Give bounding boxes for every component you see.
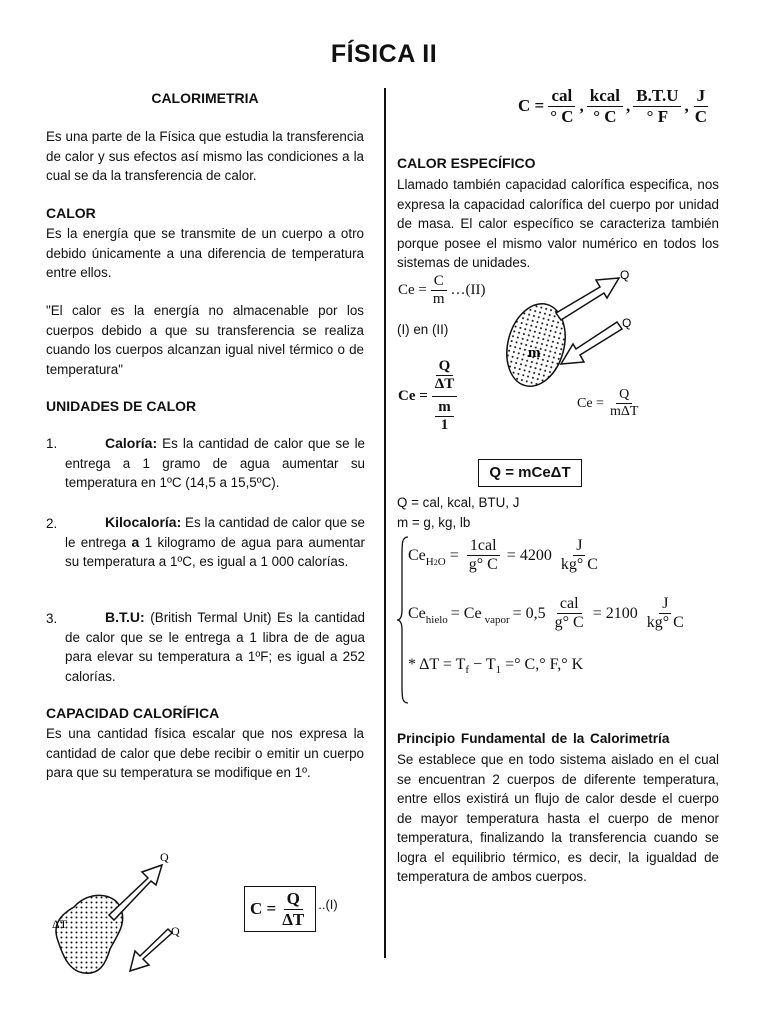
fig-delta-t: ΔT — [52, 917, 68, 931]
fig-q-bottom: Q — [171, 924, 180, 938]
l1-sub: H — [425, 555, 434, 568]
ce3-den: mΔT — [609, 404, 639, 420]
i-en-ii-label: (I) en (II) — [397, 322, 449, 337]
formula-lhs: C = — [250, 899, 277, 918]
l2-mid2: = 2100 — [592, 604, 638, 622]
l3-sub-i: 1 — [495, 664, 502, 677]
l3-minus: − T — [469, 656, 496, 673]
unit-item-caloria — [65, 434, 365, 493]
l2-f1den: g° C — [554, 614, 584, 632]
calor-text: Es la energía que se transmite de un cuerpo a otro debido únicamente a una diferencia de temperatura entre ellos. — [46, 226, 364, 280]
capacidad-heading: CAPACIDAD CALORÍFICA — [46, 705, 220, 721]
unit-frac-den: C — [694, 106, 708, 126]
units-sep: , — [684, 96, 689, 116]
l1-f1num: 1cal — [467, 537, 500, 556]
l3-rest: =° C,° F,° K — [501, 656, 584, 673]
unit-item-kilocaloria — [65, 513, 365, 572]
mass-label: m — [528, 345, 541, 361]
units-sep: , — [626, 96, 631, 116]
unit-frac-num: J — [694, 86, 709, 107]
unit-desc: (British Termal Unit) Es la cantidad de calor que se le entrega a 1 libra de de agua para elevar su temperatura a 1ºF; es igual a 252 calorías. — [65, 610, 365, 684]
l2-f1num: cal — [557, 595, 582, 614]
unit-item-btu — [65, 608, 365, 686]
unit-frac-num: cal — [548, 86, 575, 107]
unit-frac-num: kcal — [587, 86, 623, 107]
unit-term: B.T.U: — [105, 609, 145, 625]
unit-frac-den: ° C — [550, 106, 574, 126]
unit-frac-den: ° C — [593, 106, 617, 126]
page-title: FÍSICA II — [330, 40, 438, 68]
l1-lhs: Ce — [408, 546, 426, 564]
formula-tag: ..(I) — [318, 896, 338, 912]
ce-compound-formula — [398, 358, 460, 434]
delta-t-line — [408, 656, 583, 676]
l2-eq: = Ce — [450, 604, 482, 622]
calor-quote: "El calor es la energía no almacenable por los cuerpos debido a que su transferencia se realiza cuando los cuerpos alcanzan igual nivel térmico o de temperatura" — [46, 303, 364, 377]
l1-f2den: kg° C — [560, 556, 598, 574]
arrow-in-icon — [130, 929, 172, 971]
l1-eq: = — [449, 546, 459, 564]
q-units: Q = cal, kcal, BTU, J — [397, 495, 520, 510]
unidades-heading: UNIDADES DE CALOR — [46, 398, 197, 414]
fig-q-bottom: Q — [622, 316, 632, 330]
ce2-top-num: Q — [436, 358, 454, 376]
heat-transfer-figure — [44, 845, 194, 980]
l2-mid: = 0,5 — [512, 604, 546, 622]
ce-lhs: Ce = — [398, 282, 427, 299]
unit-bold-a: a — [131, 533, 140, 550]
l1-sub3: O — [437, 555, 446, 568]
units-lhs: C = — [518, 96, 545, 116]
fig-q-top: Q — [620, 268, 630, 282]
l2-sub: hielo — [425, 613, 448, 626]
l3-prefix: * ΔT = T — [408, 656, 466, 673]
principio-heading: Principio Fundamental de la Calorimetría — [397, 731, 670, 746]
ce2-bot-num: m — [435, 399, 454, 417]
especifico-text: Llamado también capacidad calorífica especifica, nos expresa la capacidad calorífica del cuerpo por unidad de masa. El calor específico se caracteriza también porque posee el mismo valor numérico en todos los sistemas de unidades. — [397, 177, 719, 270]
unit-frac-num: B.T.U — [633, 86, 681, 107]
l1-mid: = 4200 — [506, 546, 552, 564]
capacity-units-line — [518, 86, 713, 126]
l2-sub-b: vapor — [484, 613, 510, 626]
capacidad-formula — [244, 885, 338, 933]
unit-desc: Es la cantidad de calor que se le entrega — [65, 515, 365, 550]
ce-den: m — [432, 291, 445, 308]
unit-term: Caloría: — [105, 435, 158, 451]
l2-f2den: kg° C — [646, 614, 684, 632]
arrow-in-icon — [561, 322, 622, 364]
ce-ice-vapor-line — [408, 595, 690, 633]
unit-desc-cont: 1 kilogramo de agua para aumentar su temperatura a 1ºC, es igual a 1 000 calorías. — [65, 534, 366, 569]
fig-q-top: Q — [160, 850, 169, 864]
principio-text: Se establece que en todo sistema aislado en el cual se encuentran 2 cuerpos de diferente temperatura, entre ellos existirá un flujo de calor desde el cuerpo de mayor temperatura hasta el cuerpo de menor temperatura, finalizando la transferencia cuando se logra el equilibrio térmico, es decir, la igualdad de temperatura de ambos cuerpos. — [397, 752, 719, 884]
l2-lhs: Ce — [408, 604, 426, 622]
arrow-out-icon — [109, 865, 162, 920]
especifico-heading: CALOR ESPECÍFICO — [397, 155, 536, 171]
ce2-top-den: ΔT — [434, 376, 455, 393]
formula-den: ΔT — [282, 909, 305, 929]
l1-f2num: J — [573, 537, 585, 556]
l2-f2num: J — [659, 595, 671, 614]
l3-sub-f: f — [465, 664, 470, 677]
formula-num: Q — [284, 889, 303, 910]
ce-tag: …(II) — [450, 282, 486, 299]
ce-num: C — [431, 273, 447, 291]
arrow-out-icon — [556, 278, 619, 320]
main-formula-box: Q = mCeΔT — [478, 459, 582, 487]
capacidad-text: Es una cantidad física escalar que nos expresa la cantidad de calor que debe recibir o emitir un cuerpo para que su temperatura se modifique en 1º. — [46, 726, 364, 780]
unit-frac-den: ° F — [646, 106, 669, 126]
mass-heat-figure — [504, 265, 654, 395]
unit-number: 3. — [46, 611, 58, 626]
ce3-lhs: Ce = — [577, 395, 604, 411]
ce2-bot-den: 1 — [440, 416, 449, 433]
ce3-num: Q — [616, 387, 632, 404]
m-units: m = g, kg, lb — [397, 515, 471, 530]
ce2-lhs: Ce = — [398, 387, 428, 404]
calorimetria-heading: CALORIMETRIA — [151, 90, 259, 106]
l1-f1den: g° C — [468, 556, 498, 574]
ce-simple-formula — [577, 387, 644, 420]
unit-desc: Es la cantidad de calor que se le entrega a 1 gramo de agua aumentar su temperatura en 1ºC (14,5 a 15,5ºC). — [65, 436, 365, 490]
body-blob — [56, 895, 123, 973]
ce-definition-formula — [398, 273, 486, 309]
unit-term: Kilocaloría: — [105, 514, 182, 530]
calorimetria-text: Es una parte de la Física que estudia la transferencia de calor y sus efectos así mismo las condiciones a la cual se da la transferencia de calor. — [46, 129, 364, 183]
unit-number: 1. — [46, 436, 58, 451]
column-divider — [384, 88, 386, 958]
calor-heading: CALOR — [46, 205, 96, 221]
l1-sub2: 2 — [433, 557, 438, 567]
units-sep: , — [579, 96, 584, 116]
unit-number: 2. — [46, 516, 58, 531]
ce-water-line — [408, 537, 604, 575]
